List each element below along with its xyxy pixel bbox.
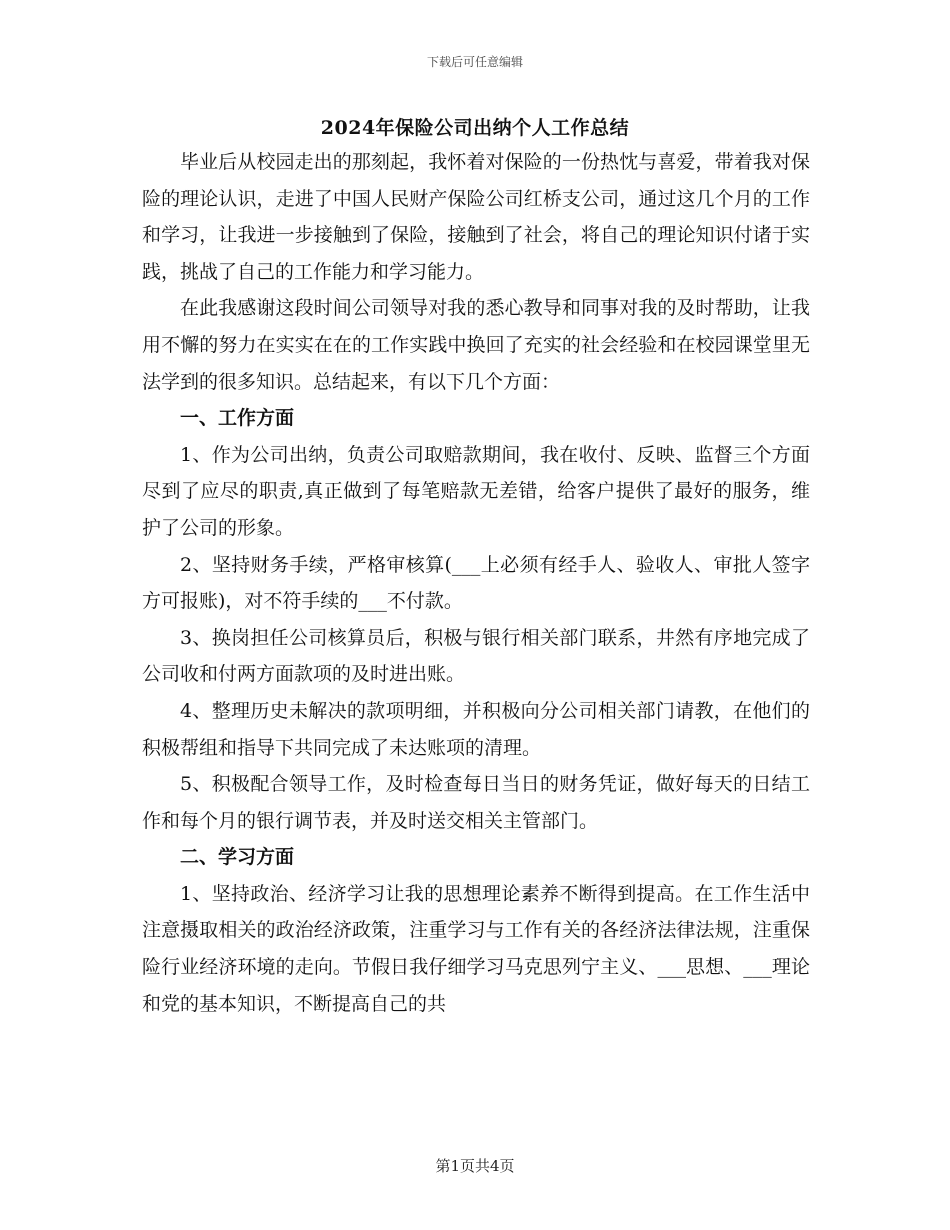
section-paragraph: 1、作为公司出纳，负责公司取赔款期间，我在收付、反映、监督三个方面尽到了应尽的职责,真正做到了每笔赔款无差错，给客户提供了最好的服务，维护了公司的形象。 bbox=[142, 443, 810, 539]
section-heading-work: 一、工作方面 bbox=[180, 407, 295, 430]
intro-paragraph: 在此我感谢这段时间公司领导对我的悉心教导和同事对我的及时帮助，让我用不懈的努力在实实在在的工作实践中换回了充实的社会经验和在校园课堂里无法学到的很多知识。总结起来，有以下几个方面： bbox=[142, 297, 810, 393]
header-note: 下载后可任意编辑 bbox=[426, 55, 523, 69]
document-title: 2024年保险公司出纳个人工作总结 bbox=[320, 117, 630, 139]
section-heading-study: 二、学习方面 bbox=[180, 846, 295, 869]
document-body bbox=[142, 144, 810, 1022]
section-paragraph: 2、坚持财务手续，严格审核算(___上必须有经手人、验收人、审批人签字方可报账)，对不符手续的___不付款。 bbox=[142, 553, 810, 613]
section-paragraph: 4、整理历史未解决的款项明细，并积极向分公司相关部门请教，在他们的积极帮组和指导下共同完成了未达账项的清理。 bbox=[142, 699, 810, 759]
intro-paragraph: 毕业后从校园走出的那刻起，我怀着对保险的一份热忱与喜爱，带着我对保险的理论认识，走进了中国人民财产保险公司红桥支公司，通过这几个月的工作和学习，让我进一步接触到了保险，接触到了社会，将自己的理论知识付诸于实践，挑战了自己的工作能力和学习能力。 bbox=[142, 151, 810, 283]
section-paragraph: 5、积极配合领导工作，及时检查每日当日的财务凭证，做好每天的日结工作和每个月的银行调节表，并及时送交相关主管部门。 bbox=[142, 773, 810, 832]
page-indicator: 第1页共4页 bbox=[435, 1157, 515, 1175]
section-paragraph: 3、换岗担任公司核算员后，积极与银行相关部门联系，井然有序地完成了公司收和付两方面款项的及时进出账。 bbox=[142, 626, 810, 686]
section-paragraph: 1、坚持政治、经济学习让我的思想理论素养不断得到提高。在工作生活中注意摄取相关的政治经济政策，注重学习与工作有关的各经济法律法规，注重保险行业经济环境的走向。节假日我仔细学习马克思列宁主义、___思想、___理论和党的基本知识，不断提高自己的共 bbox=[142, 882, 810, 1015]
